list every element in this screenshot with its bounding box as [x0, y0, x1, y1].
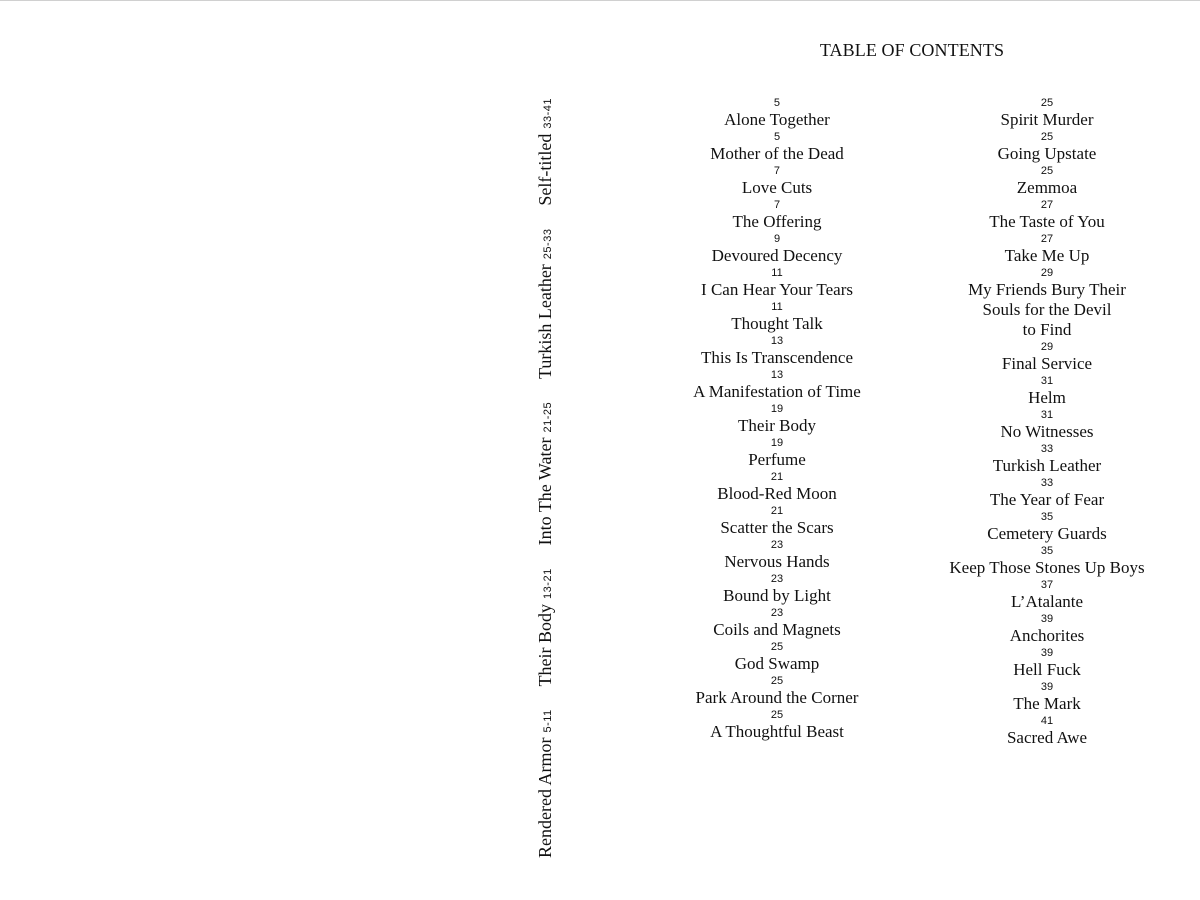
- toc-entry-page-number: 35: [1040, 511, 1054, 523]
- toc-entry-page-number: 21: [770, 471, 784, 483]
- toc-entry-page-number: 25: [770, 709, 784, 721]
- section-index-vertical: [530, 98, 560, 858]
- toc-entry-title: The Mark: [1013, 694, 1081, 713]
- toc-entry-page-number: 35: [1040, 545, 1054, 557]
- page-title: TABLE OF CONTENTS: [819, 40, 1005, 60]
- section-entry: [535, 229, 556, 379]
- toc-entry: [949, 544, 1144, 578]
- section-page-range: 21-25: [541, 401, 554, 433]
- toc-entry: [998, 130, 1097, 164]
- toc-entry-page-number: 11: [771, 301, 783, 313]
- section-name: Rendered Armor: [534, 737, 555, 858]
- toc-entry-title: Cemetery Guards: [987, 524, 1107, 543]
- toc-entry-title: L’Atalante: [1010, 592, 1084, 611]
- section-page-range: 5-11: [541, 709, 554, 733]
- toc-entry-page-number: 31: [1040, 409, 1054, 421]
- toc-entry-title: Perfume: [748, 450, 806, 469]
- toc-entry-page-number: 41: [1040, 715, 1054, 727]
- toc-entry: [1010, 612, 1085, 646]
- toc-entry: [724, 538, 829, 572]
- toc-entry-page-number: 19: [770, 437, 784, 449]
- toc-entry-title: Helm: [1028, 388, 1066, 407]
- toc-entry-title: Park Around the Corner: [695, 688, 859, 707]
- toc-entry: [989, 198, 1105, 232]
- toc-entry: [731, 300, 823, 334]
- toc-entry-page-number: 25: [770, 641, 784, 653]
- toc-entry-page-number: 25: [1040, 131, 1054, 143]
- section-name: Turkish Leather: [534, 264, 555, 380]
- toc-entry-title: The Year of Fear: [989, 490, 1105, 509]
- toc-entry: [710, 708, 844, 742]
- toc-entry-title: No Witnesses: [1000, 422, 1094, 441]
- toc-entry-title: Blood-Red Moon: [717, 484, 837, 503]
- toc-entry-title: Going Upstate: [997, 144, 1097, 163]
- toc-entry: [710, 130, 844, 164]
- toc-entry-title: Alone Together: [724, 110, 830, 129]
- section-entry: [535, 568, 556, 686]
- toc-entry: [717, 470, 836, 504]
- toc-entry-title: Anchorites: [1009, 626, 1085, 645]
- toc-entry-page-number: 5: [773, 97, 781, 109]
- toc-entry-page-number: 9: [773, 233, 781, 245]
- toc-entry-page-number: 39: [1040, 613, 1054, 625]
- toc-entry-page-number: 23: [770, 539, 784, 551]
- toc-entry: [1017, 164, 1077, 198]
- toc-entry: [696, 674, 859, 708]
- toc-entry-title: Devoured Decency: [711, 246, 843, 265]
- toc-entry-page-number: 29: [1040, 341, 1054, 353]
- toc-entry-title: Love Cuts: [741, 178, 813, 197]
- toc-entry-title: Coils and Magnets: [713, 620, 841, 639]
- toc-entry: [1001, 408, 1094, 442]
- toc-entry-page-number: 29: [1040, 267, 1054, 279]
- toc-entry-title: My Friends Bury Their Souls for the Devil to Find: [968, 280, 1126, 339]
- section-page-range: 13-21: [541, 568, 554, 599]
- toc-entry-title: Mother of the Dead: [710, 144, 844, 163]
- toc-entry: [693, 368, 861, 402]
- toc-entry-page-number: 33: [1040, 443, 1054, 455]
- section-name: Their Body: [534, 603, 555, 687]
- toc-entry-title: Keep Those Stones Up Boys: [949, 558, 1145, 577]
- toc-entry: [701, 334, 853, 368]
- toc-entry: [1013, 680, 1081, 714]
- top-border-line: [0, 0, 1200, 1]
- section-entry: [535, 98, 556, 206]
- toc-entry: [748, 436, 806, 470]
- toc-entry-page-number: 31: [1040, 375, 1054, 387]
- toc-column-right: [917, 96, 1177, 748]
- toc-entry: [1028, 374, 1066, 408]
- toc-entry: [712, 232, 843, 266]
- toc-entry-page-number: 25: [1040, 97, 1054, 109]
- toc-entry: [701, 266, 853, 300]
- toc-entry: [735, 640, 820, 674]
- toc-entry-title: Scatter the Scars: [720, 518, 834, 537]
- toc-entry: [723, 572, 831, 606]
- toc-entry: [968, 266, 1126, 340]
- section-entry: [535, 402, 556, 546]
- toc-entry-title: A Thoughtful Beast: [710, 722, 844, 741]
- toc-entry-title: Final Service: [1001, 354, 1093, 373]
- toc-entry-title: Take Me Up: [1004, 246, 1090, 265]
- toc-entry: [724, 96, 830, 130]
- toc-entry: [993, 442, 1101, 476]
- toc-entry-page-number: 13: [770, 369, 784, 381]
- toc-entry-title: The Taste of You: [989, 212, 1105, 231]
- toc-entry-title: I Can Hear Your Tears: [701, 280, 853, 299]
- toc-entry-title: Thought Talk: [731, 314, 823, 333]
- toc-entry-title: A Manifestation of Time: [693, 382, 861, 401]
- toc-entry: [1005, 232, 1090, 266]
- toc-entry: [1013, 646, 1081, 680]
- section-name: Self-titled: [534, 133, 555, 206]
- toc-entry-title: God Swamp: [734, 654, 820, 673]
- toc-entry-title: Hell Fuck: [1013, 660, 1081, 679]
- toc-entry: [742, 164, 812, 198]
- toc-entry-page-number: 39: [1040, 681, 1054, 693]
- toc-entry-page-number: 7: [773, 165, 781, 177]
- toc-entry-page-number: 23: [770, 573, 784, 585]
- toc-entry-page-number: 5: [773, 131, 781, 143]
- toc-entry-page-number: 39: [1040, 647, 1054, 659]
- toc-entry: [1011, 578, 1083, 612]
- toc-entry-page-number: 27: [1040, 199, 1054, 211]
- toc-entry-title: The Offering: [732, 212, 822, 231]
- toc-entry-title: Nervous Hands: [724, 552, 830, 571]
- toc-entry-page-number: 23: [770, 607, 784, 619]
- toc-entry-page-number: 33: [1040, 477, 1054, 489]
- toc-entry: [1000, 96, 1093, 130]
- toc-entry-page-number: 25: [1040, 165, 1054, 177]
- toc-entry-page-number: 19: [770, 403, 784, 415]
- toc-entry: [1007, 714, 1087, 748]
- toc-column-left: [647, 96, 907, 742]
- toc-entry-page-number: 21: [770, 505, 784, 517]
- toc-entry-page-number: 11: [771, 267, 783, 279]
- toc-entry: [713, 606, 841, 640]
- toc-entry-title: Zemmoa: [1016, 178, 1078, 197]
- section-page-range: 33-41: [541, 98, 554, 129]
- toc-entry-title: Turkish Leather: [992, 456, 1102, 475]
- toc-entry: [738, 402, 816, 436]
- toc-entry: [733, 198, 822, 232]
- section-page-range: 25-33: [541, 228, 554, 260]
- toc-entry-title: This Is Transcendence: [700, 348, 854, 367]
- section-entry: [535, 709, 556, 858]
- toc-entry: [1002, 340, 1092, 374]
- toc-entry: [720, 504, 833, 538]
- toc-entry-page-number: 13: [770, 335, 784, 347]
- section-name: Into The Water: [534, 437, 555, 546]
- toc-entry-title: Spirit Murder: [1000, 110, 1094, 129]
- toc-entry-page-number: 7: [773, 199, 781, 211]
- toc-entry-title: Their Body: [738, 416, 816, 435]
- toc-entry: [990, 476, 1104, 510]
- toc-entry-title: Sacred Awe: [1006, 728, 1088, 747]
- toc-entry-page-number: 25: [770, 675, 784, 687]
- toc-entry-page-number: 37: [1040, 579, 1054, 591]
- toc-entry: [987, 510, 1106, 544]
- toc-entry-page-number: 27: [1040, 233, 1054, 245]
- toc-entry-title: Bound by Light: [723, 586, 831, 605]
